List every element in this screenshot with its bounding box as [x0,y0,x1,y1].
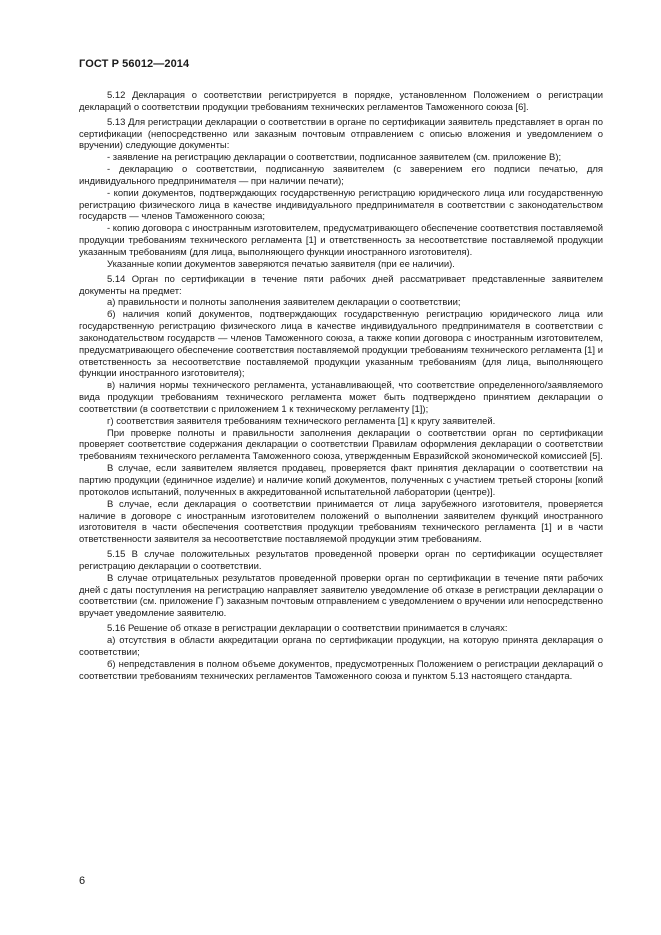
list-item-declaration: - декларацию о соответствии, подписанную заявителем (с заверением его подписи печатью, для индивидуального предпринимателя — при наличии печати); [79,164,603,187]
paragraph-5-13: 5.13 Для регистрации декларации о соответствии в органе по сертификации заявитель представляет в орган по сертификации (непосредственно или заказным почтовым отправлением с описью вложения и уведомлением о вручении) следующие документы: [79,116,603,152]
list-item-refusal-a: а) отсутствия в области аккредитации органа по сертификации продукции, на которую принята декларация о соответствии; [79,634,603,658]
paragraph-negative-result: В случае отрицательных результатов проведенной проверки орган по сертификации в течение пяти рабочих дней с даты поступления на регистрацию направляет заявителю уведомление об отказе в регистрации декларации о соответствии (см. приложение Г) заказным почтовым отправлением с уведомлением о вручении или непосредственно вручает уведомление заявителю. [79,572,603,620]
document-header: ГОСТ Р 56012—2014 [79,58,190,70]
list-item-b: б) наличия копий документов, подтверждающих государственную регистрацию юридического лица или государственную регистрацию физического лица в качестве индивидуального предпринимателя в соответствии с законодательством государств — членов Таможенного союза, а также копии договора с иностранным изготовителем, предусматривающего обеспечение соответствия поставляемой продукции требованиям технического регламента [1] и ответственность за несоответствие поставляемой продукции указанным требованиям (для лица, выполняющего функции иностранного изготовителя); [79,309,603,380]
list-item-refusal-b: б) непредставления в полном объеме документов, предусмотренных Положением о регистрации деклараций о соответствии требованиям технических регламентов Таможенного союза и пунктом 5.13 настоящего стандарта. [79,658,603,682]
paragraph-5-15: 5.15 В случае положительных результатов проведенной проверки орган по сертификации осуществляет регистрацию декларации о соответствии. [79,549,603,572]
paragraph-copies-stamp: Указанные копии документов заверяются печатью заявителя (при ее наличии). [107,258,455,270]
paragraph-seller-case: В случае, если заявителем является продавец, проверяется факт принятия декларации о соответствии на партию продукции (единичное изделие) и наличие копий документов, полученных с участием третьей стороны [копий протоколов испытаний, полученных в аккредитованной испытательной лаборатории (центре)]. [79,463,603,498]
list-item-application: - заявление на регистрацию декларации о соответствии, подписанное заявителем (см. приложение В); [107,152,562,164]
paragraph-5-16: 5.16 Решение об отказе в регистрации декларации о соответствии принимается в случаях: [107,623,508,635]
paragraph-5-14: 5.14 Орган по сертификации в течение пяти рабочих дней рассматривает представленные заявителем документы на предмет: [79,273,603,297]
document-body [79,90,603,682]
list-item-v: в) наличия нормы технического регламента, устанавливающей, что соответствие определенного/заявляемого вида продукции требованиям технического регламента может быть подтверждено принятием декларации о соответствии (в соответствии с приложением 1 к техническому регламенту [1]); [79,380,603,415]
list-item-a: а) правильности и полноты заполнения заявителем декларации о соответствии; [107,297,461,309]
paragraph-completeness-check: При проверке полноты и правильности заполнения декларации о соответствии орган по сертификации проверяет соответствие содержания декларации о соответствии Правилам оформления декларации о соответствии требованиям технического регламента Таможенного союза, утвержденным Евразийской экономической комиссией [5]. [79,427,603,463]
page-number: 6 [79,875,86,887]
list-item-g: г) соответствия заявителя требованиям технического регламента [1] к кругу заявителей. [107,415,496,427]
paragraph-foreign-manufacturer-case: В случае, если декларация о соответствии принимается от лица зарубежного изготовителя, проверяется наличие в договоре с иностранным изготовителем положений о выполнении заявителем функций иностранного изготовителя в части обеспечения соответствия продукции требованиям технического регламента [1] и в части ответственности заявителя за несоответствие поставляемой продукции этим требованиям. [79,498,603,546]
list-item-registration-copies: - копии документов, подтверждающих государственную регистрацию юридического лица или государственную регистрацию физического лица в качестве индивидуального предпринимателя в соответствии с законодательством государств — членов Таможенного союза; [79,187,603,223]
list-item-contract-copy: - копию договора с иностранным изготовителем, предусматривающего обеспечение соответствия поставляемой продукции требованиям технического регламента [1] и ответственность за несоответствие поставляемой продукции указанным требованиям (для лица, выполняющего функции иностранного изготовителя). [79,223,603,258]
paragraph-5-12: 5.12 Декларация о соответствии регистрируется в порядке, установленном Положением о регистрации деклараций о соответствии продукции требованиям технических регламентов Таможенного союза [6]. [79,90,603,113]
